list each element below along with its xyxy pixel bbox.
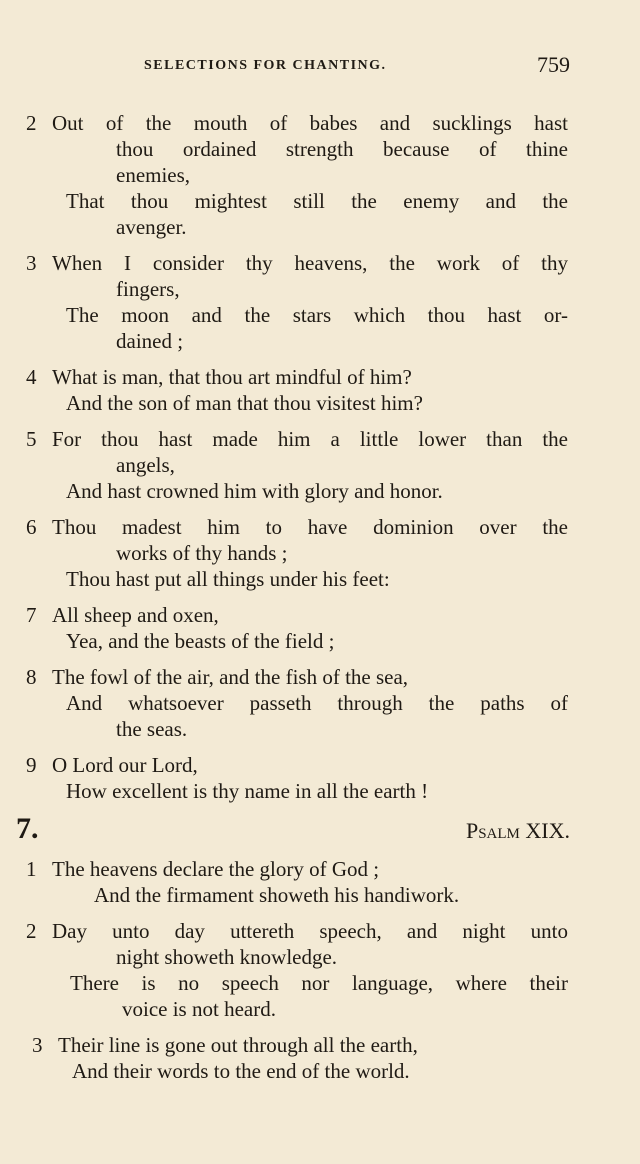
- verse-line: dained ;: [116, 329, 184, 353]
- verse-line: O Lord our Lord,: [52, 753, 198, 777]
- verse-line: Out of the mouth of babes and sucklings hast: [52, 111, 568, 135]
- verse-line: And whatsoever passeth through the paths of: [66, 691, 568, 715]
- verse-number: 8: [26, 665, 37, 689]
- verse-block: [0, 514, 640, 592]
- verse-line: And the son of man that thou visitest him?: [66, 391, 423, 415]
- section-title: Psalm XIX.: [465, 818, 570, 843]
- verse-number: 3: [32, 1033, 43, 1057]
- verse-block: [0, 1032, 640, 1084]
- verse-line: The fowl of the air, and the fish of the sea,: [52, 665, 409, 689]
- verse-line: Their line is gone out through all the earth,: [58, 1033, 418, 1057]
- verse-line: When I consider thy heavens, the work of thy: [52, 251, 568, 275]
- section-number: 7.: [16, 812, 39, 845]
- verse-number: 2: [26, 919, 37, 943]
- verse-line: voice is not heard.: [122, 997, 276, 1021]
- verse-line: The heavens declare the glory of God ;: [52, 857, 380, 881]
- verse-number: 2: [26, 111, 37, 135]
- verse-block: [0, 752, 640, 804]
- page-number: 759: [537, 52, 570, 77]
- verse-number: 9: [26, 753, 37, 777]
- verse-line: That thou mightest still the enemy and the: [66, 189, 568, 213]
- verse-line: enemies,: [116, 163, 191, 187]
- verse-line: Thou madest him to have dominion over the: [52, 515, 568, 539]
- verse-number: 3: [26, 251, 37, 275]
- verse-block: [0, 918, 640, 1022]
- verse-number: 7: [26, 603, 37, 627]
- verse-line: works of thy hands ;: [116, 541, 288, 565]
- verse-number: 4: [26, 365, 37, 389]
- verse-block: [0, 250, 640, 354]
- verse-number: 5: [26, 427, 37, 451]
- verse-block: [0, 426, 640, 504]
- verse-line: How excellent is thy name in all the earth !: [66, 779, 429, 803]
- verse-block: [0, 664, 640, 742]
- verse-line: And the firmament showeth his handiwork.: [94, 883, 460, 907]
- section-heading: [0, 804, 640, 856]
- verse-number: 1: [26, 857, 37, 881]
- verse-block: [0, 856, 640, 908]
- verse-line: angels,: [116, 453, 175, 477]
- verse-line: For thou hast made him a little lower than the: [52, 427, 568, 451]
- verse-line: Thou hast put all things under his feet:: [66, 567, 390, 591]
- verse-line: night showeth knowledge.: [116, 945, 338, 969]
- page-header: [0, 52, 640, 82]
- verse-line: thou ordained strength because of thine: [116, 137, 568, 161]
- verse-line: the seas.: [116, 717, 188, 741]
- verse-block: [0, 110, 640, 240]
- verse-line: All sheep and oxen,: [52, 603, 219, 627]
- verse-line: There is no speech nor language, where their: [70, 971, 568, 995]
- running-title: SELECTIONS FOR CHANTING.: [144, 58, 387, 73]
- verse-line: And hast crowned him with glory and honor.: [66, 479, 443, 503]
- page-body: [0, 110, 640, 1084]
- verse-line: Day unto day uttereth speech, and night unto: [52, 919, 568, 943]
- verse-block: [0, 602, 640, 654]
- verse-line: What is man, that thou art mindful of him?: [52, 365, 412, 389]
- verse-number: 6: [26, 515, 37, 539]
- verse-line: Yea, and the beasts of the field ;: [66, 629, 335, 653]
- verse-block: [0, 364, 640, 416]
- verse-line: The moon and the stars which thou hast or-: [66, 303, 568, 327]
- verse-line: avenger.: [116, 215, 187, 239]
- verse-line: And their words to the end of the world.: [72, 1059, 410, 1083]
- verse-line: fingers,: [116, 277, 180, 301]
